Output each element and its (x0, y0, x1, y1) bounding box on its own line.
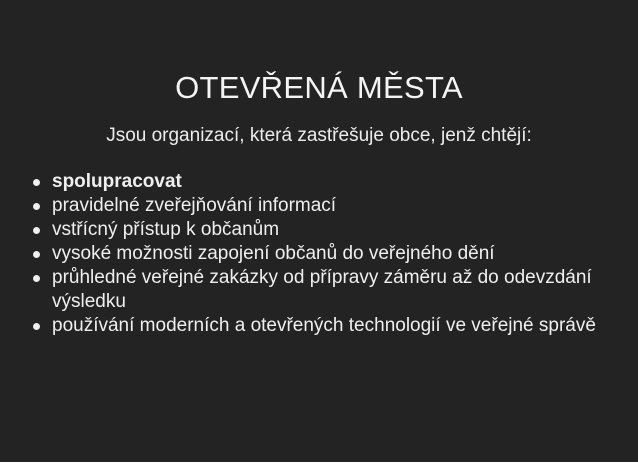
slide-title: OTEVŘENÁ MĚSTA (175, 70, 463, 105)
list-item (32, 242, 622, 266)
list-item-text: průhledné veřejné zakázky od přípravy záměru až do odevzdání výsledku (52, 267, 592, 312)
list-item-text: pravidelné zveřejňování informací (52, 195, 337, 216)
bullet-icon (33, 203, 40, 210)
list-item (32, 218, 622, 242)
bullet-icon (33, 251, 40, 258)
list-item (32, 170, 622, 194)
bullet-icon (33, 275, 40, 282)
slide-subtitle: Jsou organizací, která zastřešuje obce, jenž chtějí: (106, 125, 532, 146)
bullet-list (32, 170, 622, 338)
list-item-text: vstřícný přístup k občanům (52, 219, 280, 240)
list-item-text: vysoké možnosti zapojení občanů do veřejného dění (52, 243, 495, 264)
list-item (32, 194, 622, 218)
bullet-icon (33, 179, 40, 186)
list-item-text: spolupracovat (52, 171, 182, 192)
list-item-text: používání moderních a otevřených technologií ve veřejné správě (52, 315, 596, 336)
list-item (32, 314, 622, 338)
bullet-icon (33, 323, 40, 330)
list-item (32, 266, 622, 314)
bullet-icon (33, 227, 40, 234)
